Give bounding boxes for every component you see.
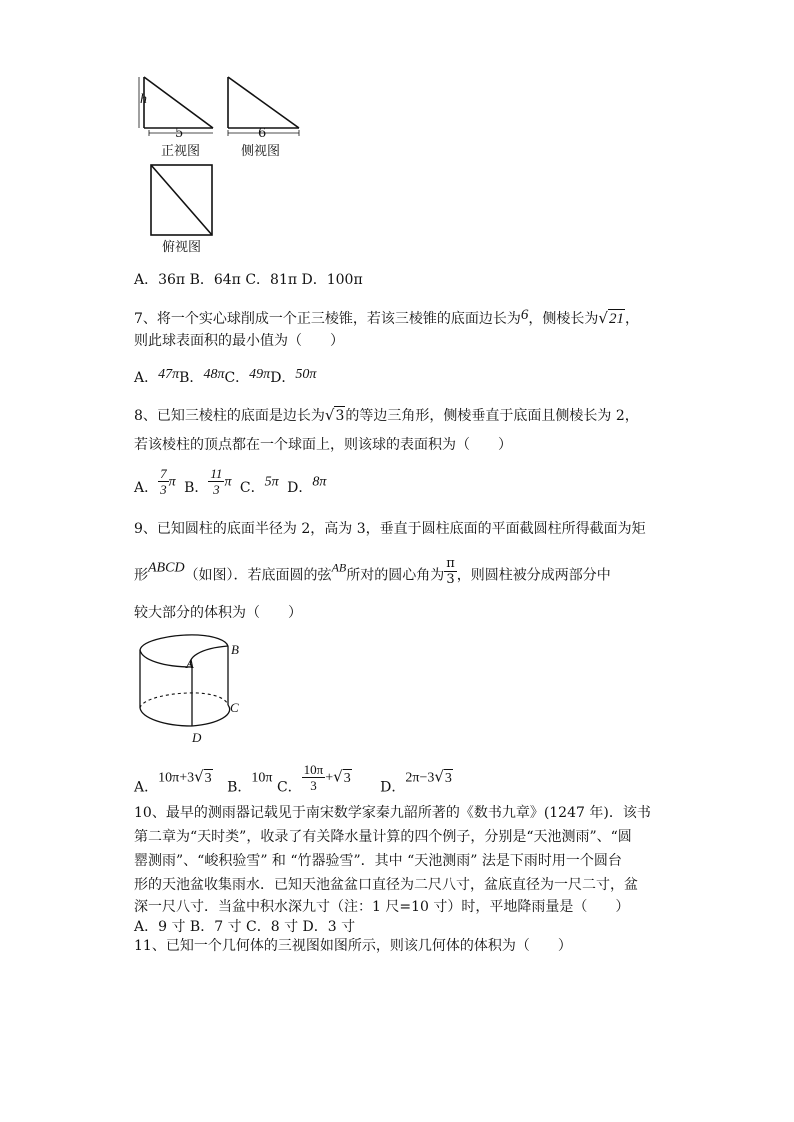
point-b-label: B: [231, 642, 239, 657]
q9-line1: 9、已知圆柱的底面半径为 2，高为 3，垂直于圆柱底面的平面截圆柱所得截面为矩: [134, 521, 646, 537]
point-d-label: D: [192, 730, 202, 745]
q10-line5: 深一尺八寸．当盆中积水深九寸（注：1 尺=10 寸）时，平地降雨量是（ ）: [134, 899, 630, 915]
side-width-label: 6: [258, 126, 267, 141]
q9-line2: 形ABCD（如图）．若底面圆的弦AB所对的圆心角为 $\frac{\pi}{3}$ ，则圆柱被分成两部分中: [134, 556, 611, 587]
q7-lateral-value: 21: [608, 311, 624, 327]
point-c-label: C: [230, 700, 239, 715]
q10-line3: 罂测雨”、“峻积验雪” 和 “竹器验雪”．其中 “天池测雨” 法是下雨时用一个圆台: [134, 853, 622, 869]
q11-line1: 11、已知一个几何体的三视图如图所示，则该几何体的体积为（ ）: [134, 938, 572, 954]
point-a-label: A: [186, 656, 194, 671]
q7-base-value: 6: [520, 307, 529, 323]
cylinder-diagram: [134, 634, 244, 744]
top-view-caption: 俯视图: [162, 240, 202, 255]
q10-line1: 10、最早的测雨器记载见于南宋数学家秦九韶所著的《数书九章》(1247 年)．该书: [134, 805, 651, 821]
q7-line2: 则此球表面积的最小值为（ ）: [134, 333, 344, 349]
q7-line1: 7、将一个实心球削成一个正三棱锥，若该三棱锥的底面边长为6，侧棱长为√21，: [134, 307, 639, 327]
q10-options: A．9 寸 B．7 寸 C．8 寸 D．3 寸: [134, 919, 356, 935]
front-view-caption: 正视图: [161, 144, 201, 159]
q10-line4: 形的天池盆收集雨水．已知天池盆盆口直径为二尺八寸，盆底直径为一尺二寸，盆: [134, 877, 638, 893]
q9-line3: 较大部分的体积为（ ）: [134, 605, 302, 621]
q10-line2: 第二章为“天时类”，收录了有关降水量计算的四个例子，分别是“天池测雨”、“圆: [134, 829, 632, 845]
top-view-diagram: [148, 162, 216, 238]
height-label: h: [140, 92, 147, 107]
side-view-caption: 侧视图: [241, 144, 281, 159]
front-width-label: 5: [175, 126, 184, 141]
q8-line1: 8、已知三棱柱的底面是边长为√3的等边三角形，侧棱垂直于底面且侧棱长为 2，: [134, 406, 639, 424]
q9-options: A．10π+3√3 B．10π C． $\frac{10\pi}{3}$ +√3 D．2π−3√3: [134, 762, 452, 796]
q6-options: A．36π B．64π C．81π D．100π: [134, 272, 363, 288]
q8-line2: 若该棱柱的顶点都在一个球面上，则该球的表面积为（ ）: [134, 437, 512, 453]
q7-options: A．47πB．48πC．49πD．50π: [134, 367, 317, 386]
q8-options: A． $\frac{7}{3}$ π B． $\frac{11}{3}$ π C．5π D．8π: [134, 466, 327, 497]
